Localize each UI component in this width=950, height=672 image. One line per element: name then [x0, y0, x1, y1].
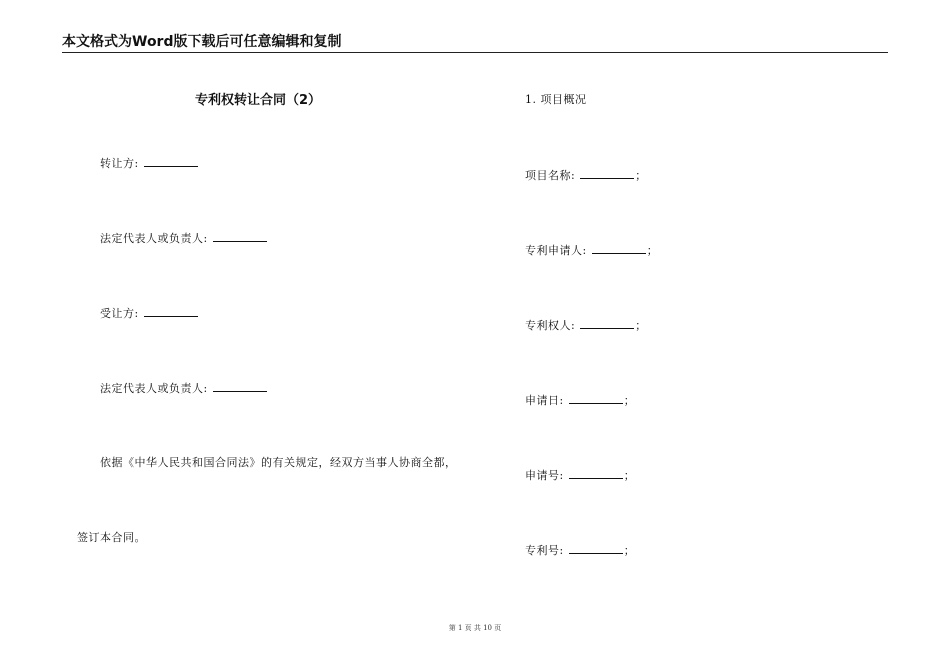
transferee-blank: [144, 306, 198, 317]
legal-rep-2-label: 法定代表人或负责人:: [100, 382, 208, 395]
apply-number-label: 申请号:: [525, 469, 564, 482]
patentee-label: 专利权人:: [525, 319, 576, 332]
sign-paragraph: 签订本合同。: [77, 531, 146, 544]
legal-rep-1-label: 法定代表人或负责人:: [100, 232, 208, 245]
patentee-terminator: ；: [635, 319, 647, 332]
legal-rep-2-line: [100, 381, 268, 396]
project-name-line: [525, 168, 647, 183]
section-heading: 1. 项目概况: [525, 93, 587, 106]
page-number-footer: 第 1 页 共 10 页: [448, 624, 502, 632]
patent-number-terminator: ；: [623, 544, 636, 557]
patent-number-blank: [569, 543, 623, 554]
apply-number-blank: [569, 468, 623, 479]
applicant-label: 专利申请人:: [525, 244, 587, 257]
transferor-label: 转让方:: [100, 157, 139, 170]
transferee-label: 受让方:: [100, 307, 139, 320]
patent-number-line: [525, 543, 635, 558]
transferor-blank: [144, 156, 198, 167]
header-text: 本文格式为Word版下载后可任意编辑和复制: [62, 34, 342, 50]
apply-date-line: [525, 393, 635, 408]
applicant-line: [525, 243, 658, 258]
patentee-blank: [580, 318, 634, 329]
apply-number-line: [525, 468, 635, 483]
project-name-blank: [580, 168, 634, 179]
project-name-terminator: ；: [635, 169, 647, 182]
project-name-label: 项目名称:: [525, 169, 576, 182]
apply-date-terminator: ；: [623, 394, 636, 407]
document-header: [62, 34, 888, 53]
applicant-terminator: ；: [646, 244, 659, 257]
legal-rep-1-line: [100, 231, 268, 246]
transferee-line: [100, 306, 199, 321]
apply-number-terminator: ；: [623, 469, 636, 482]
apply-date-label: 申请日:: [525, 394, 564, 407]
applicant-blank: [592, 243, 646, 254]
patent-number-label: 专利号:: [525, 544, 564, 557]
contract-title: 专利权转让合同（2）: [195, 93, 322, 108]
legal-rep-2-blank: [213, 381, 267, 392]
apply-date-blank: [569, 393, 623, 404]
basis-paragraph: 依据《中华人民共和国合同法》的有关规定，经双方当事人协商全都，: [100, 456, 457, 469]
transferor-line: [100, 156, 199, 171]
legal-rep-1-blank: [213, 231, 267, 242]
patentee-line: [525, 318, 647, 333]
